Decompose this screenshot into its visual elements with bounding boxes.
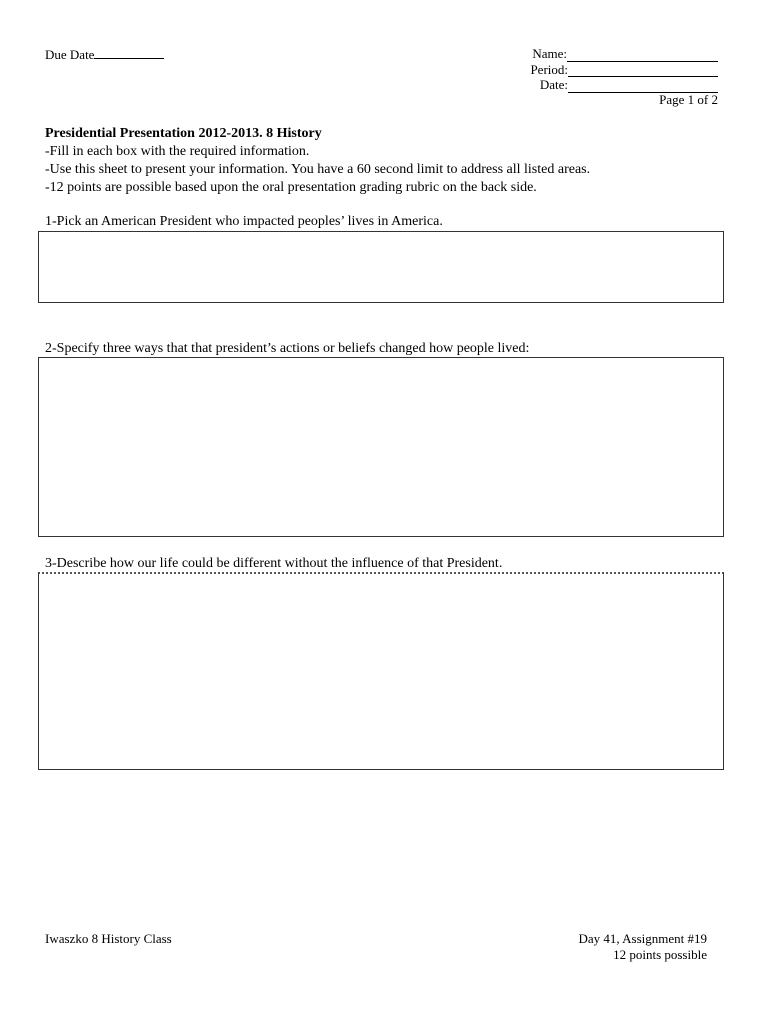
date-blank[interactable]: [568, 80, 718, 93]
period-blank[interactable]: [568, 64, 718, 77]
due-date-label: Due Date: [45, 47, 95, 62]
due-date-blank[interactable]: [94, 46, 164, 59]
period-label: Period:: [530, 61, 568, 77]
footer-assignment: Day 41, Assignment #19: [578, 931, 707, 946]
name-field: [530, 46, 718, 62]
date-label: Date:: [539, 77, 568, 92]
instruction-line: -12 points are possible based upon the oral presentation grading rubric on the back side.: [45, 180, 537, 195]
footer-class-name: Iwaszko 8 History Class: [45, 931, 172, 946]
instruction-line: -Use this sheet to present your information. You have a 60 second limit to address all listed areas.: [45, 162, 591, 177]
question-3-answer-box[interactable]: [38, 572, 724, 770]
period-field: [530, 62, 718, 78]
footer-assignment-info: [578, 931, 707, 962]
question-1-label: 1-Pick an American President who impacted peoples’ lives in America.: [45, 214, 443, 229]
date-field: [530, 77, 718, 93]
name-label: Name:: [532, 46, 567, 61]
due-date-field: [45, 46, 164, 63]
worksheet-title: Presidential Presentation 2012-2013. 8 History: [45, 126, 322, 141]
question-2-answer-box[interactable]: [38, 357, 724, 537]
page-indicator: Page 1 of 2: [659, 92, 718, 107]
footer-points: 12 points possible: [613, 946, 707, 962]
question-2-label: 2-Specify three ways that that president’s actions or beliefs changed how people lived:: [45, 341, 530, 356]
student-info-block: [530, 46, 718, 93]
question-1-answer-box[interactable]: [38, 231, 724, 303]
question-3-label: 3-Describe how our life could be different without the influence of that President.: [45, 556, 503, 571]
name-blank[interactable]: [567, 49, 718, 62]
instructions: [45, 125, 590, 197]
instruction-line: -Fill in each box with the required information.: [45, 144, 310, 159]
